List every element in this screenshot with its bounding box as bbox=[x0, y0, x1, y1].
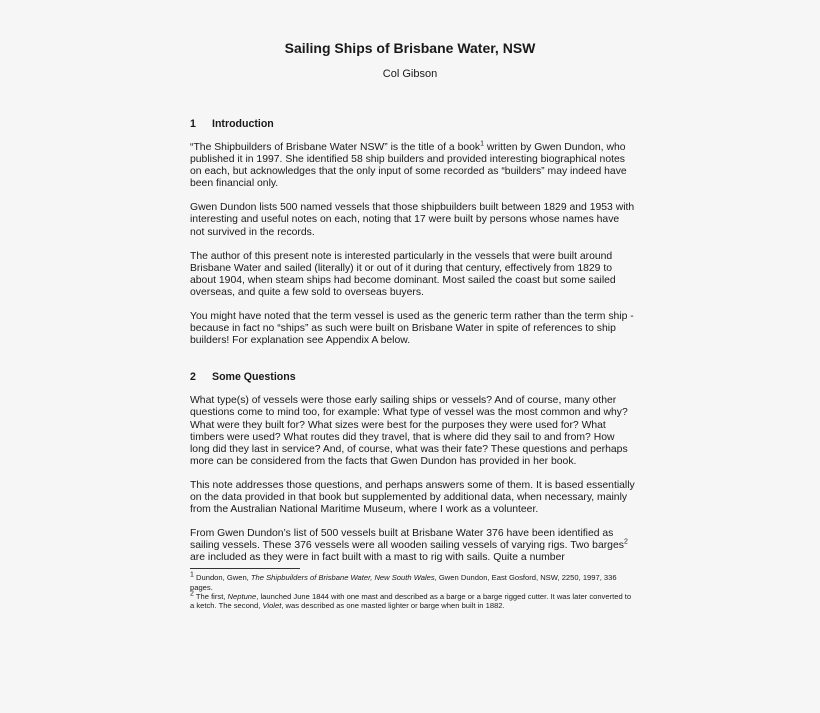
paragraph: Gwen Dundon lists 500 named vessels that those shipbuilders built between 1829 and 1953 with interesting and useful notes on each, noting that 17 were built by persons whose names have not survived in the records. bbox=[190, 202, 635, 238]
section-title: Introduction bbox=[212, 118, 274, 130]
footnotes bbox=[190, 573, 635, 610]
paragraph: This note addresses those questions, and perhaps answers some of them. It is based essentially on the data provided in that book but supplemented by additional data, when necessary, mainly from the Australian National Maritime Museum, where I work as a volunteer. bbox=[190, 479, 635, 516]
footnote-2 bbox=[190, 592, 635, 611]
footnote-text: The first, bbox=[193, 592, 228, 602]
footnote-ref-1[interactable]: 1 bbox=[480, 140, 485, 148]
footnote-1 bbox=[190, 573, 635, 592]
footnote-vessel-name: Violet bbox=[262, 601, 282, 611]
footnote-book-title: The Shipbuilders of Brisbane Water, New South Wales bbox=[250, 573, 435, 583]
footnote-text: , was described as one masted lighter or barge when built in 1882. bbox=[281, 601, 505, 611]
paragraph: You might have noted that the term vessel is used as the generic term rather than the term ship - because in fact no “ships” as such were built on Brisbane Water in spite of references to ship builders! For explanation see Appendix A below. bbox=[190, 311, 634, 347]
footnote-text: , launched June 1844 with one mast and described as a barge or a barge rigged cutter. It was later converted to a ketch. The second, bbox=[190, 592, 632, 611]
footnote-text: , Gwen Dundon, East Gosford, NSW, 2250, 1997, 336 pages. bbox=[190, 573, 617, 592]
section-number: 1 bbox=[190, 118, 196, 130]
paragraph-text: “The Shipbuilders of Brisbane Water NSW” is the title of a book bbox=[190, 142, 481, 153]
footnote-divider bbox=[190, 568, 300, 569]
document-title: Sailing Ships of Brisbane Water, NSW bbox=[284, 40, 536, 56]
paragraph-text: are included as they were in fact built with a mast to rig with sails. Quite a number bbox=[190, 552, 565, 564]
footnote-mark: 1 bbox=[190, 571, 194, 579]
footnote-text: Dundon, Gwen, bbox=[193, 573, 251, 583]
paragraph bbox=[190, 528, 635, 564]
paragraph: What type(s) of vessels were those early sailing ships or vessels? And of course, many other questions come to mind too, for example: What type of vessel was the most common and why? What were they built for? What sizes were best for the purposes they were used for? What timbers were used? What routes did they travel, that is where did they sail to and from? How long did they last in service? And, of course, what was their fate? These questions and perhaps more can be considered from the facts that Gwen Dundon has provided in her book. bbox=[190, 395, 628, 467]
footnote-mark: 2 bbox=[190, 590, 194, 598]
paragraph-text: written by Gwen Dundon, who published it in 1997. She identified 58 ship builders and provided interesting biographical notes on each, but acknowledges that the only input of some recorded as “builders” may indeed have been financial only. bbox=[190, 142, 627, 190]
document-author: Col Gibson bbox=[382, 68, 438, 80]
section-heading-some-questions bbox=[190, 371, 635, 384]
paragraph bbox=[190, 142, 635, 190]
section-title: Some Questions bbox=[212, 371, 296, 384]
paragraph: The author of this present note is interested particularly in the vessels that were built around Brisbane Water and sailed (literally) it or out of it during that century, effectively from 1829 to about 1904, when steam ships had become dominant. Most sailed the coast but some sailed overseas, and quite a few sold to overseas buyers. bbox=[190, 250, 616, 298]
footnote-ref-2[interactable]: 2 bbox=[623, 538, 628, 546]
document-body bbox=[190, 118, 635, 611]
footnote-vessel-name: Neptune bbox=[227, 592, 257, 602]
paragraph-text: From Gwen Dundon’s list of 500 vessels built at Brisbane Water 376 have been identified as sailing vessels. These 376 vessels were all wooden sailing vessels of varying rigs. Two barges bbox=[190, 528, 624, 552]
section-heading-introduction bbox=[190, 118, 635, 131]
section-number: 2 bbox=[190, 371, 196, 384]
